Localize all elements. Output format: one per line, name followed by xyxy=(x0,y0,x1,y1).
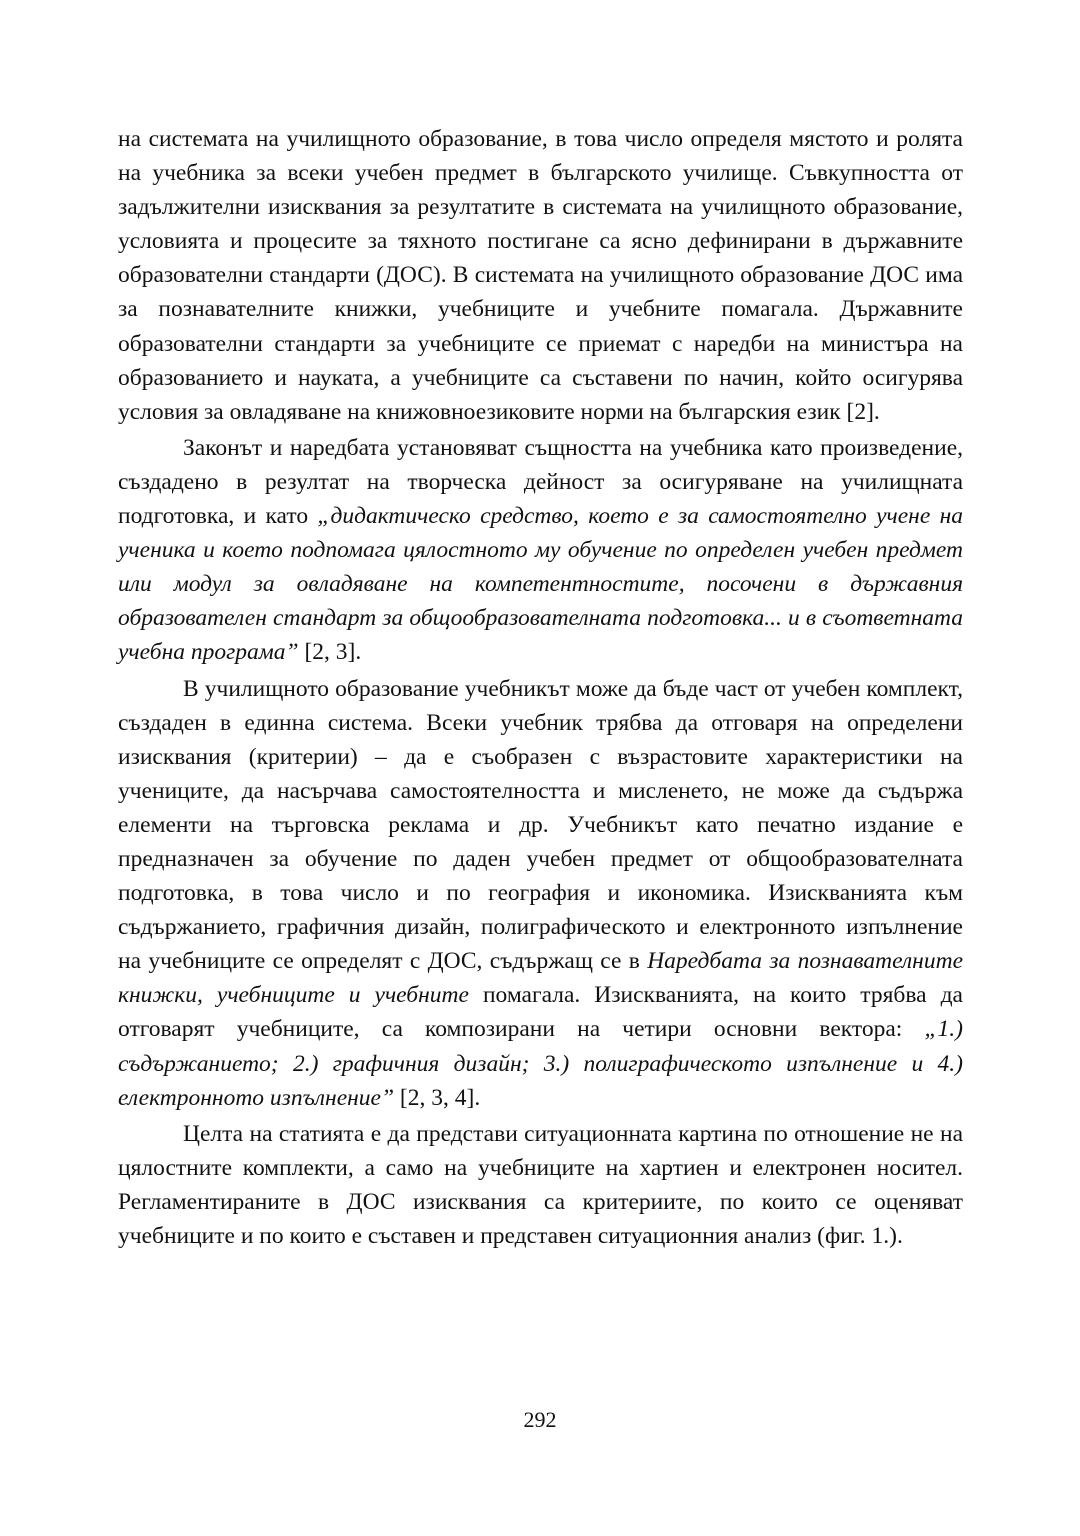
quotation-italic: „1.) съдържанието; 2.) графичния дизайн; 3.) полиграфическото изпълнение и 4.) електронното изпълнение” xyxy=(118,1016,963,1111)
text-run: Законът и наредбата установяват същността на учебника като произведение, създадено в резултат на творческа дейност за осигуряване на училищната подготовка, и като xyxy=(118,434,963,530)
text-run: помагала. Изискванията, на които трябва да отговарят учебниците, са композирани на четири основни вектора: xyxy=(118,982,963,1043)
paragraph-2 xyxy=(118,431,963,670)
paragraph-1 xyxy=(118,122,963,429)
paragraph-3 xyxy=(118,672,963,1115)
paragraph-4 xyxy=(118,1117,963,1253)
text-run: В училищното образование учебникът може да бъде част от учебен комплект, създаден в единна система. Всеки учебник трябва да отговаря на определени изисквания (критерии) – да е съобразен с възрастовите характеристики на учениците, да насърчава самостоятелността и мисленето, не може да съдържа елементи на търговска реклама и др. Учебникът като печатно издание е предназначен за обучение по даден учебен предмет от общообразователната подготовка, в това число и по география и икономика. Изискванията към съдържанието, графичния дизайн, полиграфическото и електронното изпълнение на учебниците се определят с ДОС, съдържащ се в xyxy=(118,675,963,975)
quotation-italic: „дидактическо средство, което е за самостоятелно учене на ученика и което подпомага цялостното му обучение по определен учебен предмет или модул за овладяване на компетентностите, посочени в държавния образователен стандарт за общообразователната подготовка... и в съответната учебна програма” xyxy=(118,503,963,666)
body-text xyxy=(118,122,963,1253)
citation: [2, 3, 4]. xyxy=(394,1084,481,1111)
page-number: 292 xyxy=(523,1407,557,1432)
regulation-title-italic: Наредбата за познавателните книжки, учебниците и учебните xyxy=(118,948,963,1009)
text-run: Целта на статията е да представи ситуационната картина по отношение не на цялостните комплекти, а само на учебниците на хартиен и електронен носител. Регламентираните в ДОС изисквания са критериите, по които се оценяват учебниците и по които е съставен и представен ситуационния анализ (фиг. 1.). xyxy=(118,1120,963,1249)
text-run: на системата на училищното образование, в това число определя мястото и ролята на учебника за всеки учебен предмет в българското училище. Съвкупността от задължителни изисквания за резултатите в системата на училищното образование, условията и процесите за тяхното постигане са ясно дефинирани в държавните образователни стандарти (ДОС). В системата на училищното образование ДОС има за познавателните книжки, учебниците и учебните помагала. Държавните образователни стандарти за учебниците се приемат с наредби на министъра на образованието и науката, а учебниците са съставени по начин, който осигурява условия за овладяване на книжовноезиковите норми на българския език [2]. xyxy=(118,126,963,425)
citation: [2, 3]. xyxy=(298,639,362,666)
